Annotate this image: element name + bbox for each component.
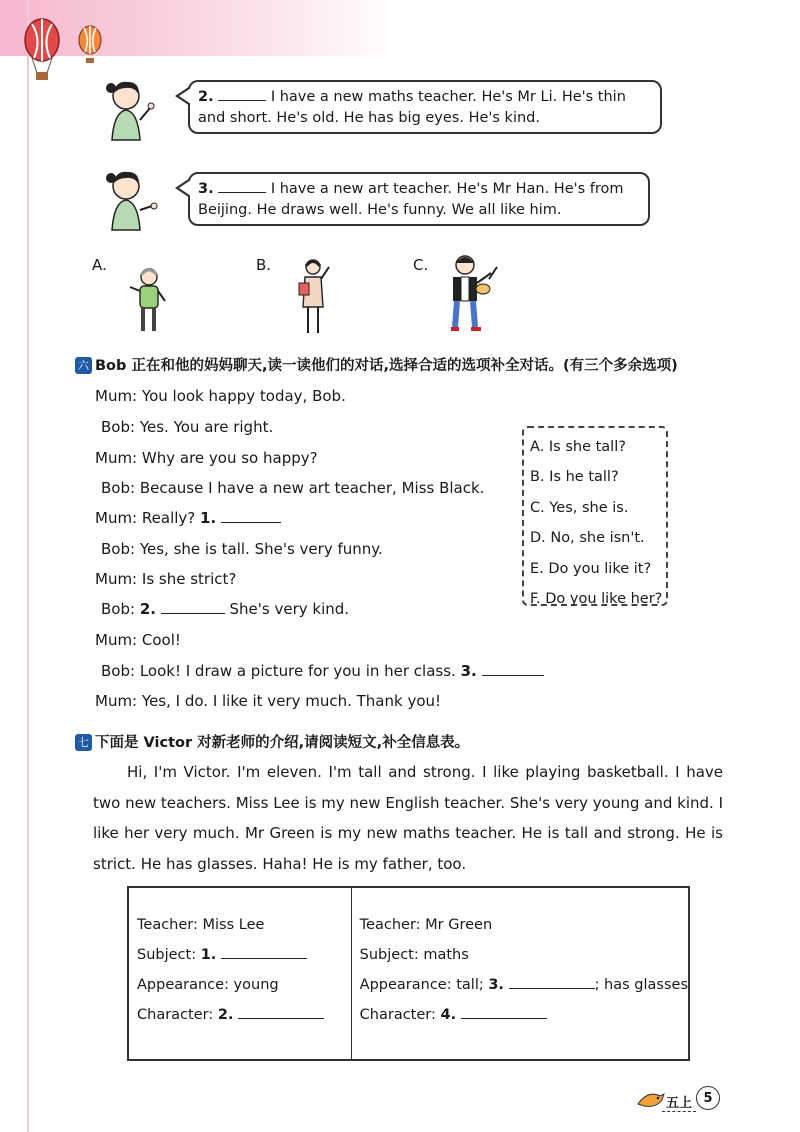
section-number-badge: 七 [75,734,92,751]
section-7-title: 下面是 Victor 对新老师的介绍,请阅读短文,补全信息表。 [95,735,470,751]
option-d: D. No, she isn't. [530,530,645,547]
character-cell: Character: 2. [137,1000,351,1030]
dialogue-line: Mum: Yes, I do. I like it very much. Thank you! [95,692,442,710]
answer-blank-t1[interactable] [221,944,307,959]
answer-blank-1[interactable] [221,508,281,523]
girl-illustration-icon [102,168,162,236]
option-e: E. Do you like it? [530,560,652,577]
question-number: 2. [198,89,214,105]
speech-bubble-3 [188,172,650,226]
picture-label-c: C. [413,256,429,274]
dialogue-line: Bob: Yes, she is tall. She's very funny. [101,540,383,558]
dialogue-line: Bob: 2. She's very kind. [101,600,350,618]
section-6-title: Bob 正在和他的妈妈聊天,读一读他们的对话,选择合适的选项补全对话。(有三个多余选项) [95,358,678,374]
answer-blank-3[interactable] [482,661,544,676]
info-table [127,886,690,1061]
reading-passage: Hi, I'm Victor. I'm eleven. I'm tall and strong. I like playing basketball. I have two new teachers. Miss Lee is my new English teacher. She's very young and kind. I like her very much. Mr Green is my new maths teacher. He is tall and strong. He is strict. He has glasses. Haha! He is my father, too. [93,763,723,873]
answer-blank-2[interactable] [161,599,225,614]
section-6-heading [75,354,678,375]
picture-label-b: B. [256,256,272,274]
old-man-illustration-icon [125,265,171,335]
section-number-badge: 六 [75,357,92,374]
grade-label: 五上 [662,1092,696,1112]
page-number: 5 [696,1086,720,1110]
section-7-heading [75,731,469,752]
appearance-cell: Appearance: tall; 3. ; has glasses [360,970,688,1000]
options-box [522,426,668,606]
picture-label-a: A. [92,256,107,274]
option-a: A. Is she tall? [530,439,626,455]
girl-illustration-icon [102,78,162,146]
woman-teacher-illustration-icon [295,257,335,335]
dialogue-line: Bob: Yes. You are right. [101,418,274,436]
margin-line [27,0,29,1132]
bubble-text: I have a new art teacher. He's Mr Han. He's from Beijing. He draws well. He's funny. We all like him. [198,181,624,218]
answer-blank-t2[interactable] [238,1004,324,1019]
option-f: F. Do you like her? [530,590,663,607]
dialogue-line: Mum: Cool! [95,631,181,649]
dialogue-line: Bob: Because I have a new art teacher, Miss Black. [101,479,485,497]
hot-air-balloon-icon [22,18,112,88]
dialogue-line: Mum: You look happy today, Bob. [95,387,346,405]
speech-bubble-2 [188,80,662,134]
dialogue-line: Bob: Look! I draw a picture for you in her class. 3. [101,661,544,681]
dialogue-line: Mum: Is she strict? [95,570,237,588]
answer-blank[interactable] [218,178,266,193]
subject-cell: Subject: 1. [137,940,351,970]
answer-blank-t3[interactable] [509,974,595,989]
teacher-cell: Teacher: Mr Green [359,917,493,933]
table-column-mr-green [351,888,688,1059]
appearance-cell: Appearance: young [137,977,279,993]
answer-blank[interactable] [218,86,266,101]
dialogue-line: Mum: Really? 1. [95,508,281,528]
option-b: B. Is he tall? [530,469,619,486]
question-number: 3. [198,181,214,197]
dialogue-line: Mum: Why are you so happy? [95,449,318,467]
character-cell: Character: 4. [360,1000,688,1030]
bubble-text: I have a new maths teacher. He's Mr Li. He's thin and short. He's old. He has big eyes. He's kind. [198,89,626,126]
subject-cell: Subject: maths [359,947,469,963]
art-teacher-illustration-icon [443,253,499,333]
option-c: C. Yes, she is. [530,499,629,516]
teacher-cell: Teacher: Miss Lee [137,917,265,933]
answer-blank-t4[interactable] [461,1004,547,1019]
table-column-miss-lee [129,888,351,1059]
